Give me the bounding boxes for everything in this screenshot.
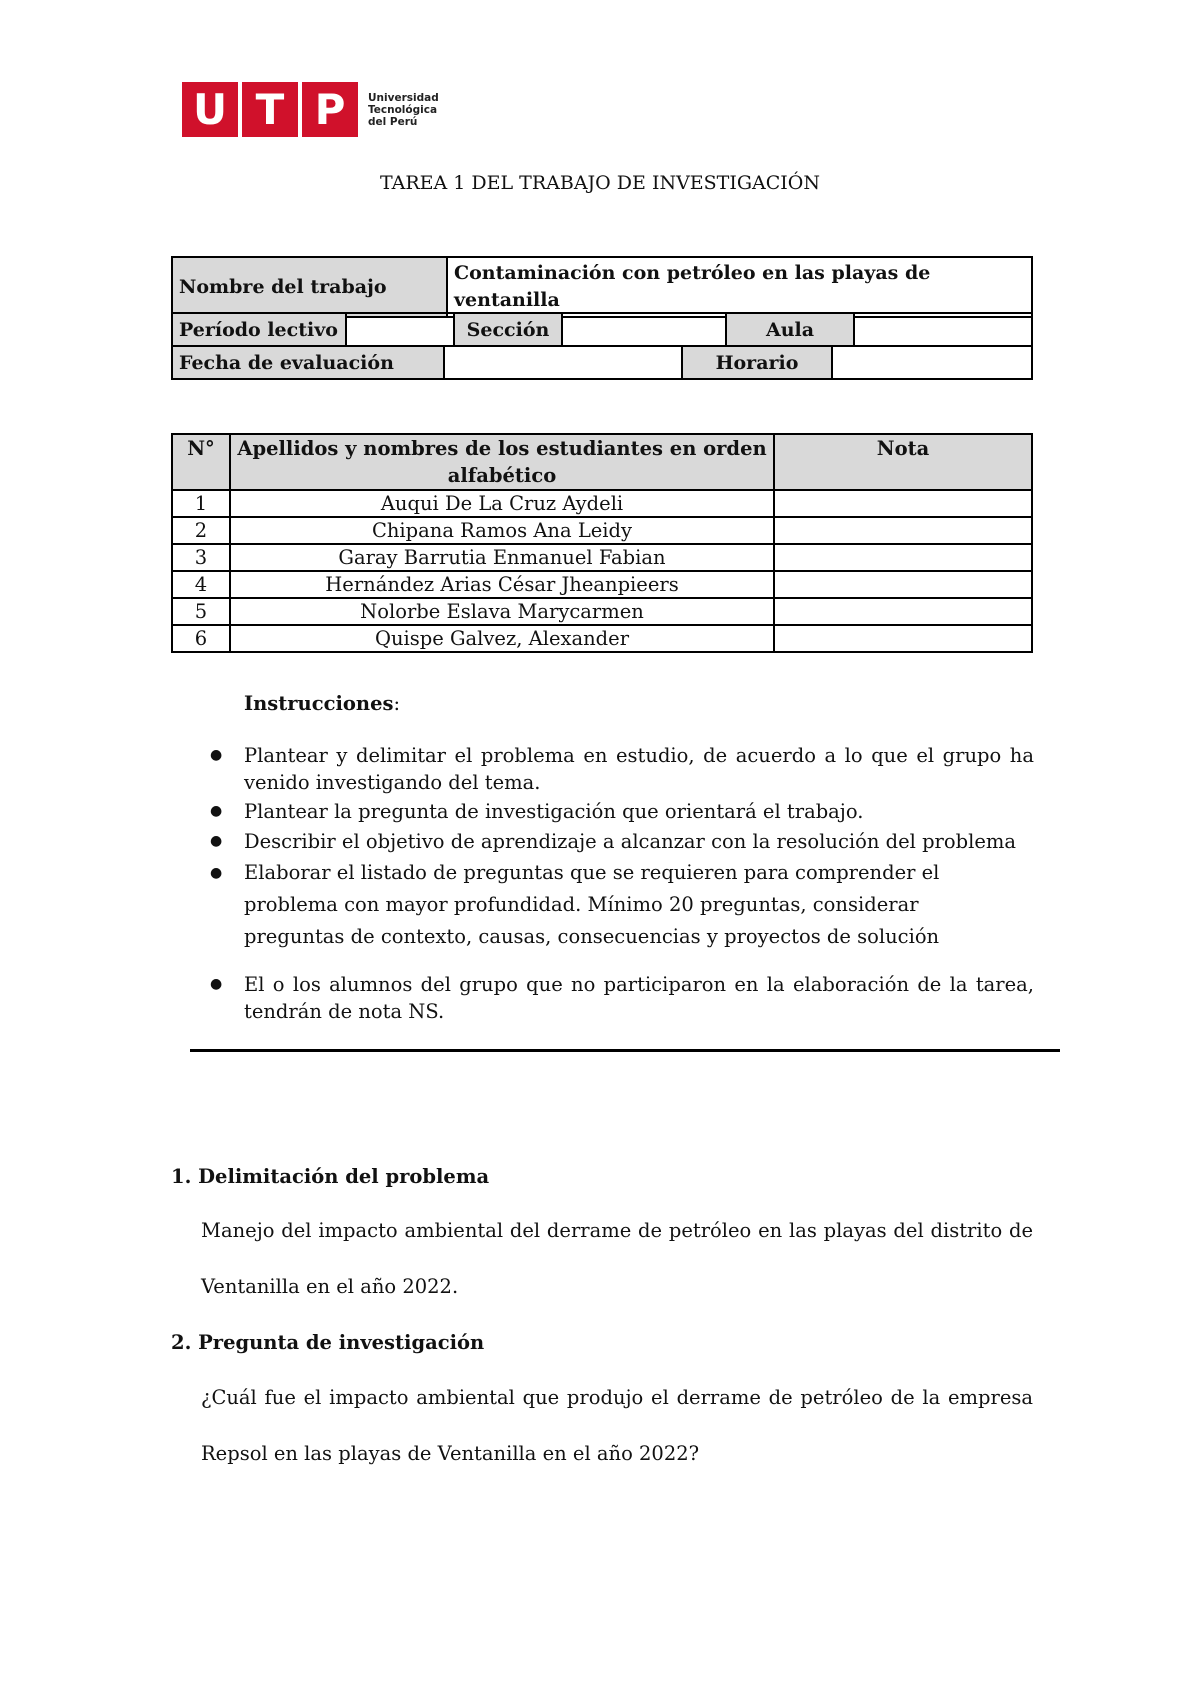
seccion-value[interactable] — [562, 313, 726, 346]
student-name: Quispe Galvez, Alexander — [230, 625, 774, 652]
bullet-icon: ● — [210, 747, 223, 763]
nombre-value: Contaminación con petróleo en las playas de ventanilla — [447, 257, 1032, 317]
page-title: TAREA 1 DEL TRABAJO DE INVESTIGACIÓN — [380, 172, 820, 194]
nota-cell[interactable] — [774, 544, 1032, 571]
logo-letter-t: T — [242, 82, 298, 137]
nombre-label: Nombre del trabajo — [172, 257, 447, 317]
student-name: Hernández Arias César Jheanpieers — [230, 571, 774, 598]
table-row — [172, 571, 1032, 598]
section-text-1: Manejo del impacto ambiental del derrame de petróleo en las playas del distrito de Ventanilla en el año 2022. — [201, 1219, 1033, 1298]
seccion-label: Sección — [454, 313, 562, 346]
students-table — [171, 433, 1033, 653]
aula-label: Aula — [726, 313, 854, 346]
logo-letter-u: U — [182, 82, 238, 137]
fecha-label: Fecha de evaluación — [172, 346, 444, 379]
logo-text-line-3: del Perú — [368, 115, 418, 128]
list-item — [198, 971, 1034, 1025]
col-nota-header: Nota — [774, 434, 1032, 490]
bullet-icon: ● — [210, 833, 223, 849]
bullet-icon: ● — [210, 803, 223, 819]
section-heading-1: 1. Delimitación del problema — [171, 1165, 490, 1188]
table-row — [172, 598, 1032, 625]
col-n-header: N° — [172, 434, 230, 490]
periodo-label: Período lectivo — [172, 313, 346, 346]
row-number: 5 — [172, 598, 230, 625]
row-number: 4 — [172, 571, 230, 598]
list-item — [198, 828, 1034, 855]
list-item — [198, 798, 1034, 825]
info-row-fecha — [171, 345, 1033, 380]
nota-cell[interactable] — [774, 490, 1032, 517]
fecha-value[interactable] — [444, 346, 682, 379]
instructions-title-text: Instrucciones — [244, 692, 394, 715]
instruction-text: Elaborar el listado de preguntas que se requieren para comprender el problema con mayor profundidad. Mínimo 20 preguntas, considerar preguntas de contexto, causas, consecuencias y proyectos de solución — [244, 861, 940, 948]
row-number: 6 — [172, 625, 230, 652]
student-name: Nolorbe Eslava Marycarmen — [230, 598, 774, 625]
horario-label: Horario — [682, 346, 832, 379]
logo-text — [368, 92, 439, 128]
utp-logo — [182, 82, 439, 137]
bullet-icon: ● — [210, 976, 223, 992]
instructions-list — [198, 742, 1034, 1027]
row-number: 1 — [172, 490, 230, 517]
section-text-2: ¿Cuál fue el impacto ambiental que produjo el derrame de petróleo de la empresa Repsol en las playas de Ventanilla en el año 2022? — [201, 1386, 1033, 1465]
divider — [190, 1049, 1060, 1052]
logo-letter-p: P — [302, 82, 358, 137]
student-name: Chipana Ramos Ana Leidy — [230, 517, 774, 544]
bullet-icon: ● — [210, 865, 223, 881]
list-item — [198, 857, 1034, 953]
col-name-header: Apellidos y nombres de los estudiantes en orden alfabético — [230, 434, 774, 490]
horario-value[interactable] — [832, 346, 1032, 379]
info-table — [171, 256, 1033, 318]
instruction-text: Plantear y delimitar el problema en estudio, de acuerdo a lo que el grupo ha venido investigando del tema. — [244, 744, 1034, 794]
nota-cell[interactable] — [774, 571, 1032, 598]
nota-cell[interactable] — [774, 517, 1032, 544]
logo-text-line-2: Tecnológica — [368, 103, 438, 116]
logo-text-line-1: Universidad — [368, 91, 439, 104]
list-item — [198, 742, 1034, 796]
nota-cell[interactable] — [774, 625, 1032, 652]
aula-value[interactable] — [854, 313, 1032, 346]
table-row — [172, 625, 1032, 652]
section-heading-2: 2. Pregunta de investigación — [171, 1331, 485, 1354]
instruction-text: Plantear la pregunta de investigación que orientará el trabajo. — [244, 800, 864, 823]
instruction-text: El o los alumnos del grupo que no participaron en la elaboración de la tarea, tendrán de nota NS. — [244, 973, 1034, 1023]
row-number: 3 — [172, 544, 230, 571]
nota-cell[interactable] — [774, 598, 1032, 625]
row-number: 2 — [172, 517, 230, 544]
student-name: Auqui De La Cruz Aydeli — [230, 490, 774, 517]
periodo-value[interactable] — [346, 313, 454, 346]
instruction-text: Describir el objetivo de aprendizaje a alcanzar con la resolución del problema — [244, 830, 1016, 853]
instructions-title: Instrucciones: — [244, 692, 401, 715]
table-row — [172, 517, 1032, 544]
student-name: Garay Barrutia Enmanuel Fabian — [230, 544, 774, 571]
info-row-periodo — [171, 312, 1033, 347]
table-row — [172, 490, 1032, 517]
table-row — [172, 544, 1032, 571]
